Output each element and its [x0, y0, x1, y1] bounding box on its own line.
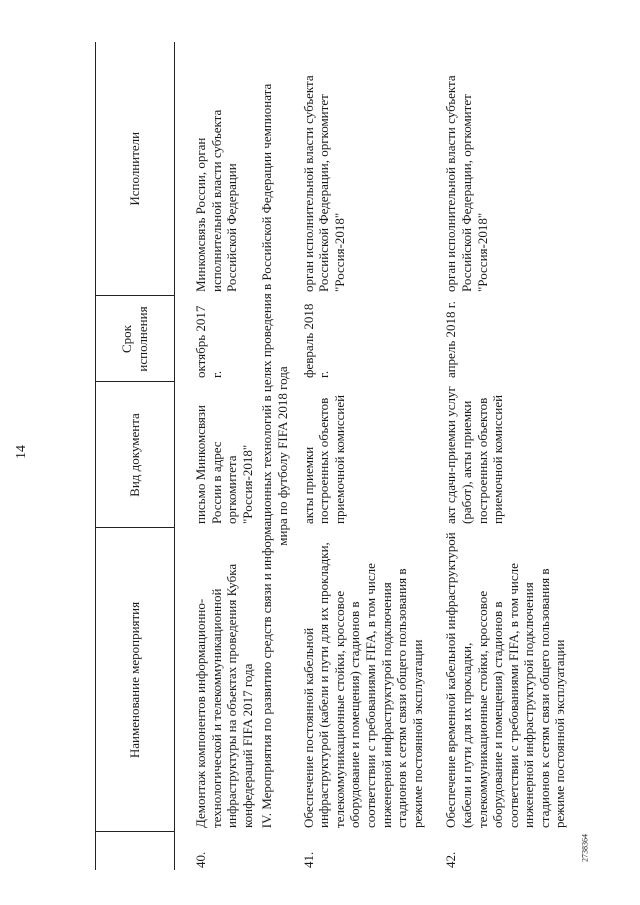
table-row: [301, 42, 426, 870]
header-measure-name: Наименование мероприятия: [96, 528, 175, 832]
deadline: февраль 2018 г.: [300, 303, 332, 378]
measures-table: [95, 42, 568, 870]
rotated-table-area: [95, 42, 568, 870]
section-heading: IV. Мероприятия по развитию средств связи и информационных технологий в целях проведения в Российской Федерации чемпионата мира по футболу FIFA 2018 года: [259, 83, 290, 829]
row-number: 40.: [193, 851, 208, 868]
document-type: письмо Минкомсвязи России в адрес оргкомитета "Россия-2018": [193, 404, 255, 524]
document-code: 2738364: [580, 834, 590, 862]
executors: орган исполнительной власти субъекта Российской Федерации, оргкомитет "Россия-2018": [443, 75, 490, 292]
executors: орган исполнительной власти субъекта Российской Федерации, оргкомитет "Россия-2018": [300, 75, 347, 292]
table-row: [193, 42, 255, 870]
table-header-row: [96, 42, 175, 870]
table-row: [443, 42, 568, 870]
document-type: акт сдачи-приемки услуг (работ), акты приемки построенных объектов приемочной комиссией: [443, 386, 506, 524]
page-number: 14: [14, 445, 29, 459]
header-document-type: Вид документа: [96, 382, 175, 528]
row-number: 42.: [443, 851, 459, 868]
section-row: [255, 42, 300, 870]
row-number: 41.: [300, 851, 316, 868]
measure-name: Обеспечение постоянной кабельной инфраструктурой (кабели и пути для их прокладки, телекоммуникационные стойки, кроссовое оборудование и помещения) стадионов в соответствии с требованиями FIFA, в том числе инженерной инфраструктурой подключения стадионов к сетям связи общего пользования в режиме постоянной эксплуатации: [300, 542, 425, 828]
header-executors: Исполнители: [96, 42, 175, 296]
header-deadline: Срок исполнения: [96, 296, 175, 382]
measure-name: Демонтаж компонентов информационно-технологической и телекоммуникационной инфраструктуры на объектах проведения Кубка конфедераций FIFA 2017 года: [193, 563, 255, 828]
header-number: [96, 832, 175, 870]
document-type: акты приемки построенных объектов приемочной комиссией: [300, 394, 347, 524]
measure-name: Обеспечение временной кабельной инфраструктурой (кабели и пути для их прокладки, телекоммуникационные стойки, кроссовое оборудование и помещения) стадионов в соответствии с требованиями FIFA, в том числе инженерной инфраструктурой подключения стадионов к сетям связи общего пользования в режиме постоянной эксплуатации: [443, 532, 568, 828]
deadline: апрель 2018 г.: [443, 301, 459, 378]
deadline: октябрь 2017 г.: [193, 305, 224, 378]
executors: Минкомсвязь России, орган исполнительной власти субъекта Российской Федерации: [193, 109, 240, 292]
